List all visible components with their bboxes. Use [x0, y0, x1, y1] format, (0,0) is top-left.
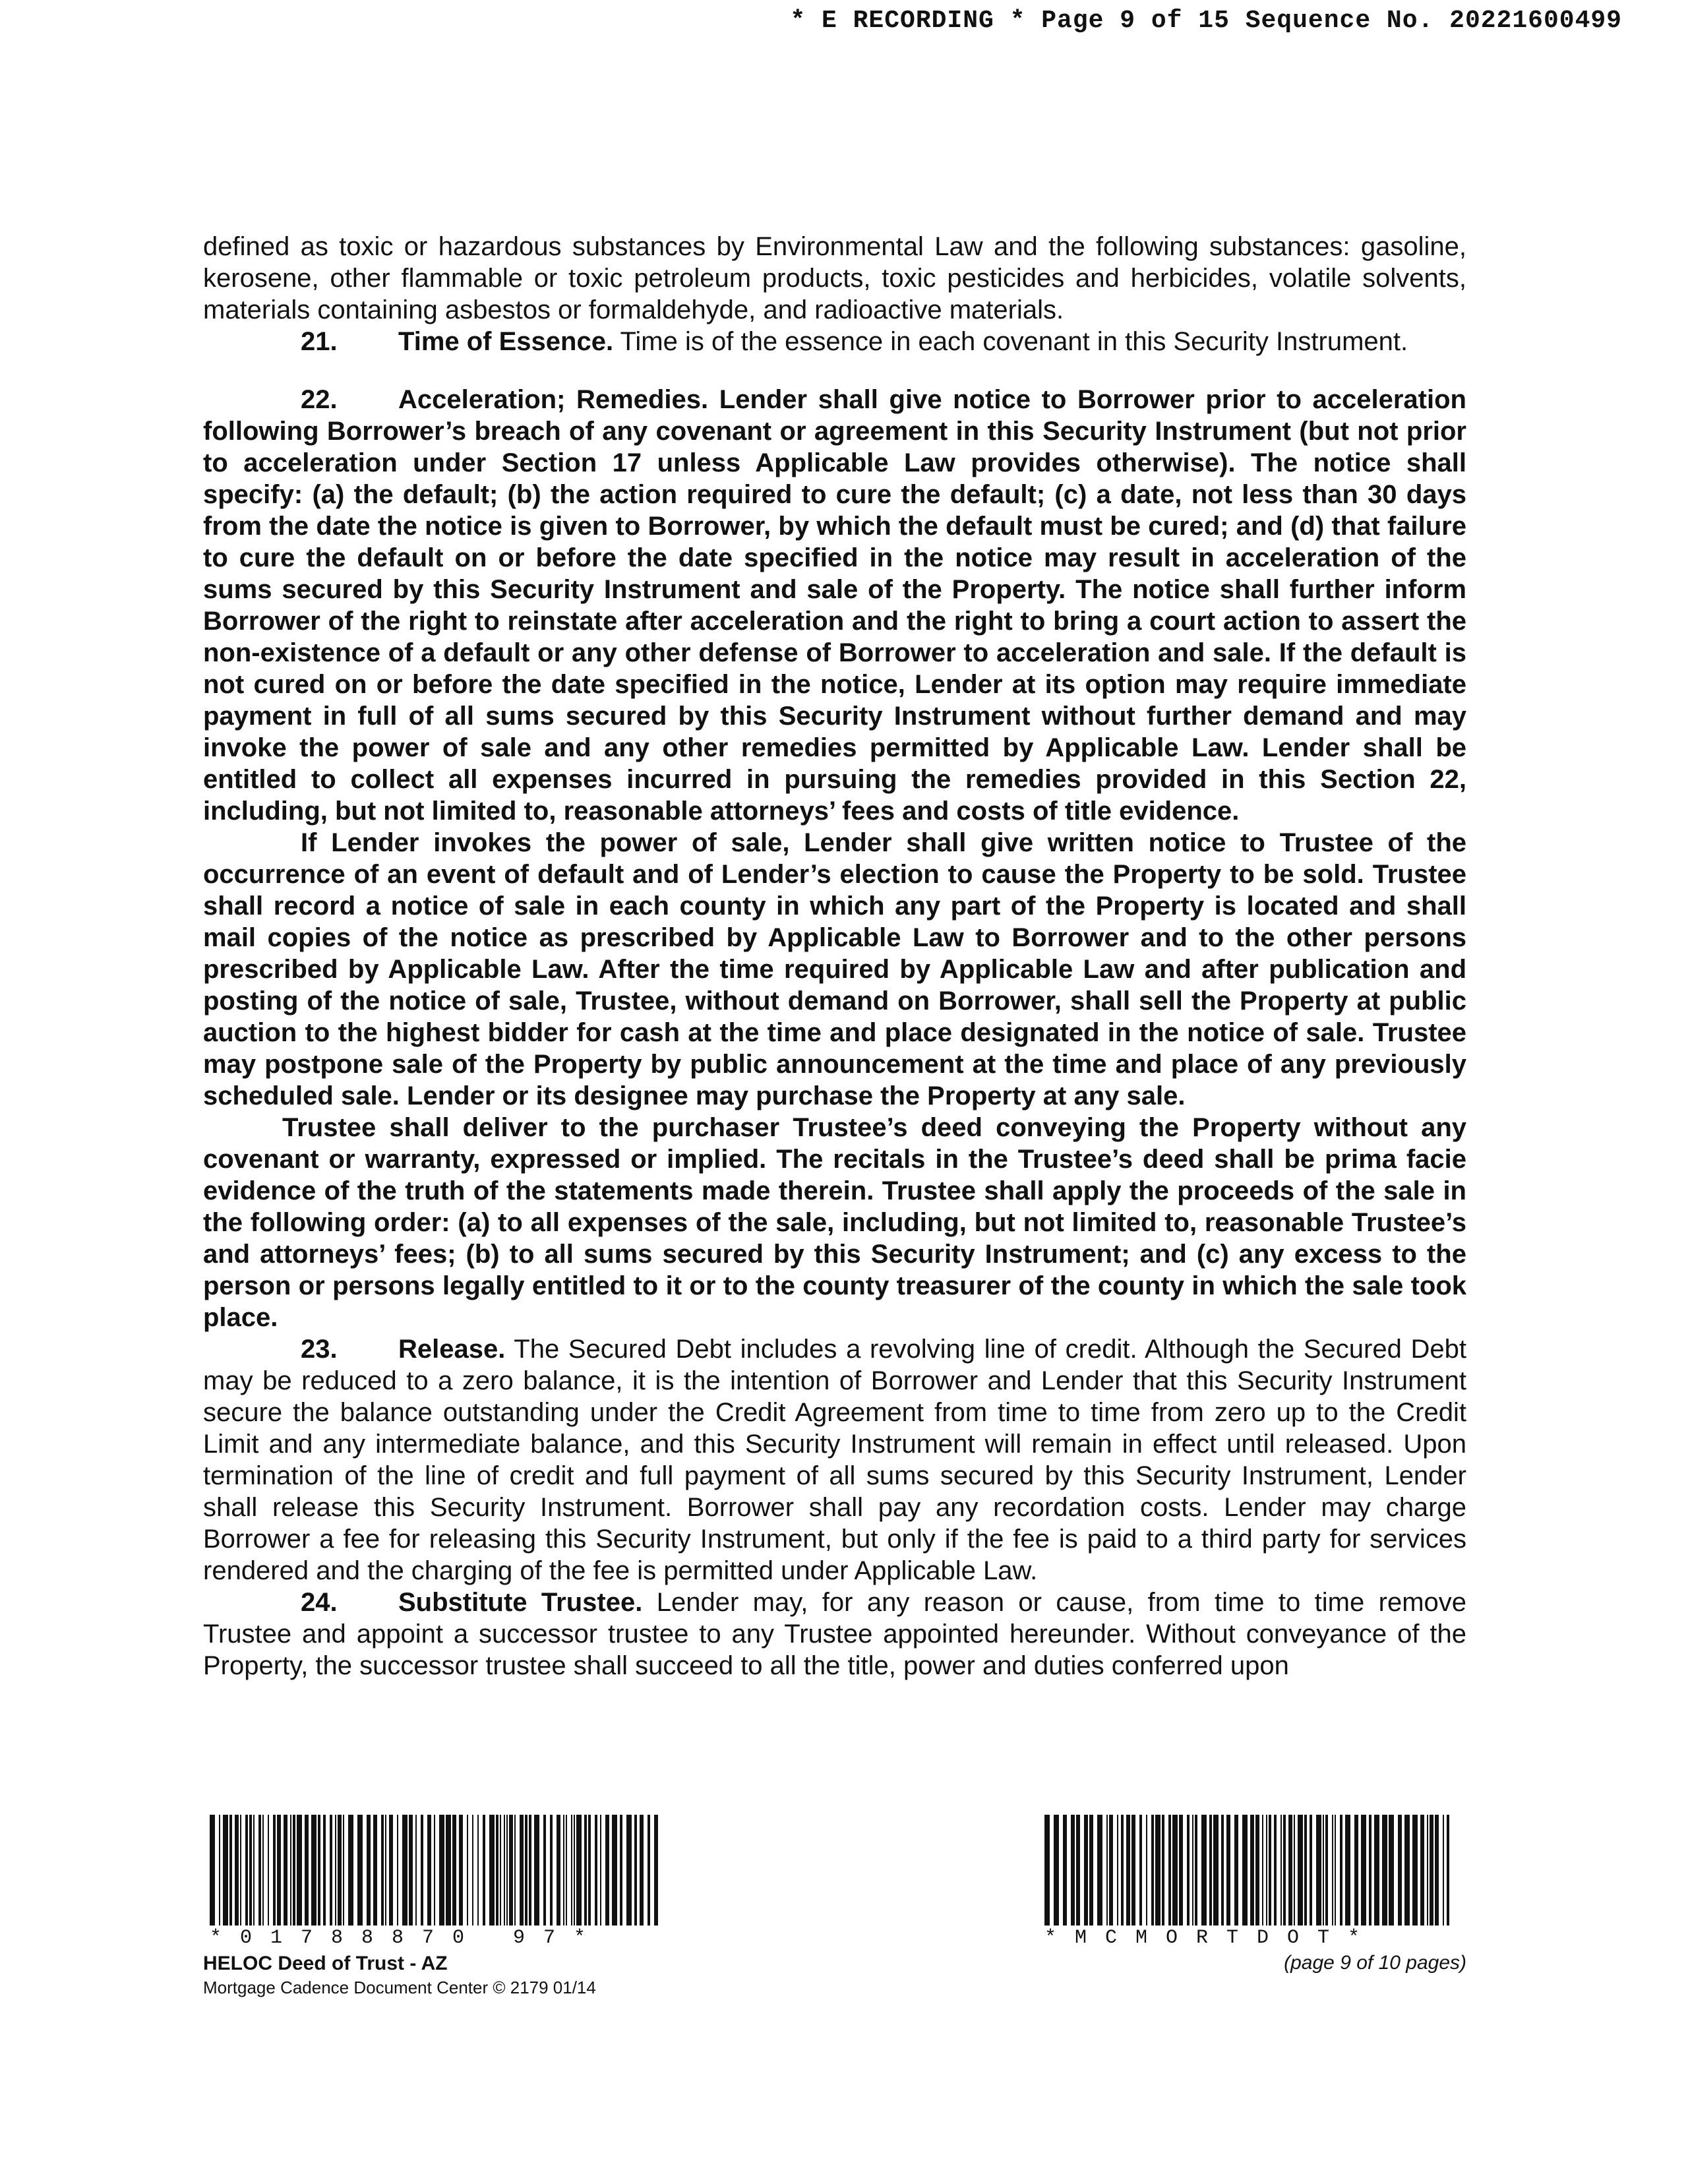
- document-title: HELOC Deed of Trust - AZ: [203, 1953, 448, 1974]
- section-21: [203, 326, 1466, 357]
- spacer: [203, 357, 1466, 384]
- section-21-title: Time of Essence.: [398, 327, 614, 356]
- section-21-number: 21.: [301, 327, 338, 356]
- section-22-title: Acceleration; Remedies.: [398, 385, 709, 414]
- doc-type-barcode-icon: [1044, 1815, 1453, 1926]
- section-24: [203, 1587, 1466, 1682]
- recording-header: * E RECORDING * Page 9 of 15 Sequence No. 20221600499: [790, 7, 1622, 35]
- section-23-title: Release.: [398, 1335, 506, 1364]
- section-24-title: Substitute Trustee.: [398, 1588, 643, 1617]
- section-24-text: Lender may, for any reason or cause, from time to time remove Trustee and appoint a successor trustee to any Trustee appointed hereunder. Without conveyance of the Property, the successor trustee shall succeed to all the title, power and duties conferred upon: [203, 1588, 1467, 1680]
- doc-type-barcode: [1044, 1815, 1453, 1949]
- document-footer: [203, 1952, 596, 1999]
- loan-barcode-text: *01788870 97*: [210, 1927, 605, 1949]
- loan-barcode-icon: [210, 1815, 658, 1926]
- document-body: [203, 231, 1466, 1682]
- doc-type-barcode-text: *MCMORTDOT*: [1044, 1927, 1379, 1949]
- section-23-number: 23.: [301, 1335, 338, 1364]
- document-source: Mortgage Cadence Document Center © 2179 01/14: [203, 1978, 596, 1997]
- section-22-paragraph-2: If Lender invokes the power of sale, Lender shall give written notice to Trustee of the occurrence of an event of default and of Lender’s election to cause the Property to be sold. Trustee shall record a notice of sale in each county in which any part of the Property is located and shall mail copies of the notice as prescribed by Applicable Law to Borrower and to the other persons prescribed by Applicable Law. After the time required by Applicable Law and after publication and posting of the notice of sale, Trustee, without demand on Borrower, shall sell the Property at public auction to the highest bidder for cash at the time and place designated in the notice of sale. Trustee may postpone sale of the Property by public announcement at the time and place of any previously scheduled sale. Lender or its designee may purchase the Property at any sale.: [203, 828, 1466, 1110]
- section-23: [203, 1333, 1466, 1587]
- section-22-paragraph-3: Trustee shall deliver to the purchaser Trustee’s deed conveying the Property without any covenant or warranty, expressed or implied. The recitals in the Trustee’s deed shall be prima facie evidence of the truth of the statements made therein. Trustee shall apply the proceeds of the sale in the following order: (a) to all expenses of the sale, including, but not limited to, reasonable Trustee’s and attorneys’ fees; (b) to all sums secured by this Security Instrument; and (c) any excess to the person or persons legally entitled to it or to the county treasurer of the county in which the sale took place.: [203, 1113, 1466, 1332]
- section-22-number: 22.: [301, 385, 338, 414]
- section-21-text: Time is of the essence in each covenant in this Security Instrument.: [613, 327, 1408, 356]
- paragraph-hazardous-substances: defined as toxic or hazardous substances by Environmental Law and the following substances: gasoline, kerosene, other flammable or toxic petroleum products, toxic pesticides and herbicides, volatile solvents, materials containing asbestos or formaldehyde, and radioactive materials.: [203, 232, 1466, 324]
- section-24-number: 24.: [301, 1588, 338, 1617]
- section-23-text: The Secured Debt includes a revolving line of credit. Although the Secured Debt may be reduced to a zero balance, it is the intention of Borrower and Lender that this Security Instrument secure the balance outstanding under the Credit Agreement from time to time from zero up to the Credit Limit and any intermediate balance, and this Security Instrument will remain in effect until released. Upon termination of the line of credit and full payment of all sums secured by this Security Instrument, Lender shall release this Security Instrument. Borrower shall pay any recordation costs. Lender may charge Borrower a fee for releasing this Security Instrument, but only if the fee is paid to a third party for services rendered and the charging of the fee is permitted under Applicable Law.: [203, 1335, 1466, 1585]
- section-22-text: Lender shall give notice to Borrower prior to acceleration following Borrower’s breach of any covenant or agreement in this Security Instrument (but not prior to acceleration under Section 17 unless Applicable Law provides otherwise). The notice shall specify: (a) the default; (b) the action required to cure the default; (c) a date, not less than 30 days from the date the notice is given to Borrower, by which the default must be cured; and (d) that failure to cure the default on or before the date specified in the notice may result in acceleration of the sums secured by this Security Instrument and sale of the Property. The notice shall further inform Borrower of the right to reinstate after acceleration and the right to bring a court action to assert the non-existence of a default or any other defense of Borrower to acceleration and sale. If the default is not cured on or before the date specified in the notice, Lender at its option may require immediate payment in full of all sums secured by this Security Instrument without further demand and may invoke the power of sale and any other remedies permitted by Applicable Law. Lender shall be entitled to collect all expenses incurred in pursuing the remedies provided in this Section 22, including, but not limited to, reasonable attorneys’ fees and costs of title evidence.: [203, 385, 1466, 826]
- page-label: (page 9 of 10 pages): [1284, 1952, 1466, 1974]
- section-22: [203, 384, 1466, 827]
- loan-barcode: [210, 1815, 658, 1949]
